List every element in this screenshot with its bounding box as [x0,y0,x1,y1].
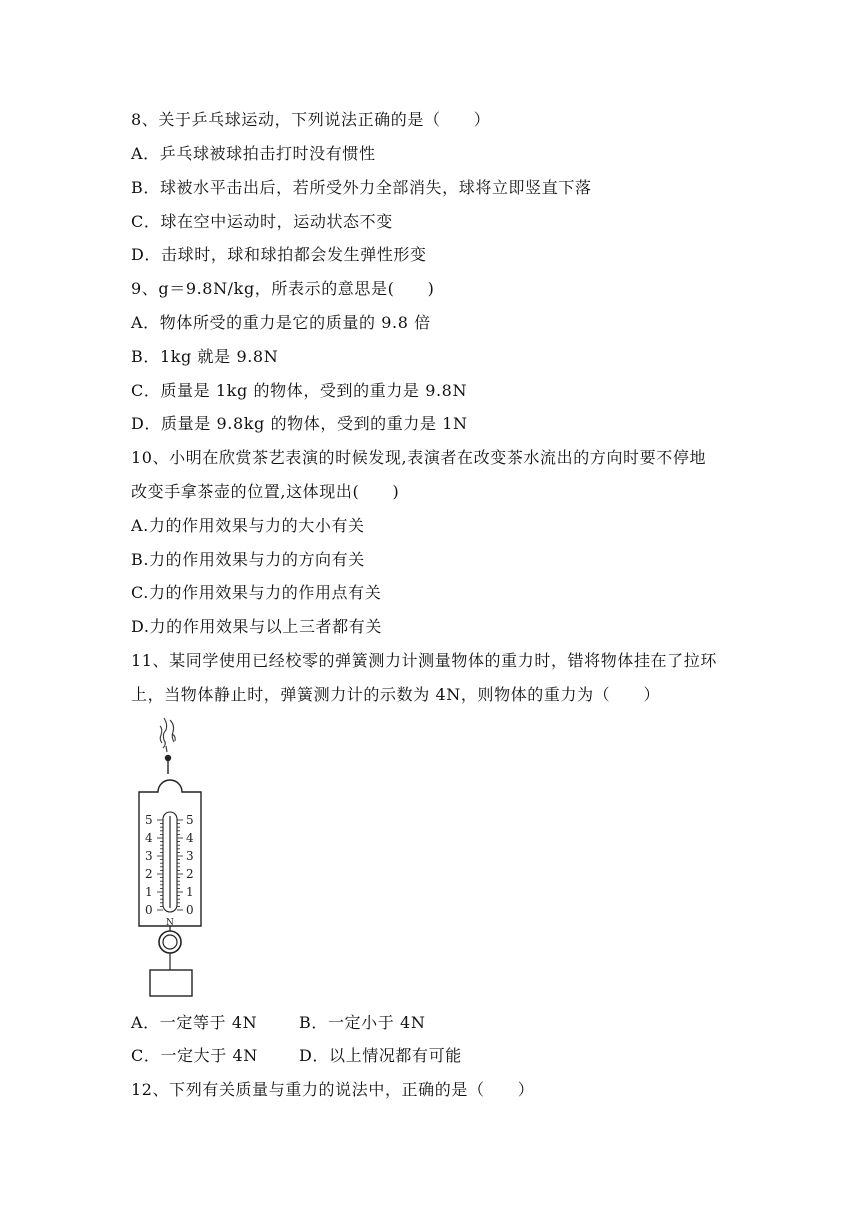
scale-label-left-3: 3 [145,849,153,863]
question-10-option-c: C.力的作用效果与力的作用点有关 [131,583,382,602]
scale-label-left-2: 2 [145,867,153,881]
question-11-stem-line1: 11、某同学使用已经校零的弹簧测力计测量物体的重力时，错将物体挂在了拉环 [131,651,717,670]
scale-label-right-0: 0 [186,903,194,917]
question-10-option-a: A.力的作用效果与力的大小有关 [131,516,365,535]
question-11-options-row-1 [131,1012,425,1034]
bottom-ring-inner [163,935,177,949]
question-11-stem-line2: 上，当物体静止时，弹簧测力计的示数为 4N，则物体的重力为（ ） [131,685,661,704]
question-11-option-a: A．一定等于 4N [131,1013,258,1032]
question-8-option-d: D．击球时，球和球拍都会发生弹性形变 [131,245,427,264]
hand-hook-icon [160,718,175,752]
question-10-option-d: D.力的作用效果与以上三者都有关 [131,617,382,636]
top-ring [165,755,171,761]
question-10-stem-line1: 10、小明在欣赏茶艺表演的时候发现,表演者在改变茶水流出的方向时要不停地 [131,448,707,467]
question-11-options-row-2 [131,1045,462,1067]
question-11-option-c: C．一定大于 4N [131,1046,258,1065]
scale-label-left-0: 0 [145,903,153,917]
question-9-option-d: D．质量是 9.8kg 的物体，受到的重力是 1N [131,414,468,433]
scale-label-right-4: 4 [186,831,194,845]
scale-label-right-2: 2 [186,867,194,881]
question-10-stem-line2: 改变手拿茶壶的位置,这体现出( ) [131,482,400,501]
question-8-stem: 8、关于乒乓球运动，下列说法正确的是（ ） [131,110,491,129]
scale-label-left-4: 4 [145,831,153,845]
scale-label-right-1: 1 [186,885,194,899]
question-8-option-b: B．球被水平击出后，若所受外力全部消失，球将立即竖直下落 [131,178,592,197]
question-9-option-a: A．物体所受的重力是它的质量的 9.8 倍 [131,313,431,332]
question-11-option-b: B．一定小于 4N [299,1013,426,1032]
scale-label-right-3: 3 [186,849,194,863]
spring-scale-figure [128,716,220,1002]
question-11-option-d: D．以上情况都有可能 [299,1046,462,1065]
weight-block [150,970,192,996]
question-8-option-a: A．乒乓球被球拍击打时没有惯性 [131,144,376,163]
question-9-stem: 9、g＝9.8N/kg，所表示的意思是( ) [131,279,435,298]
question-9-option-c: C．质量是 1kg 的物体，受到的重力是 9.8N [131,381,468,400]
question-8-option-c: C．球在空中运动时，运动状态不变 [131,212,393,231]
question-9-option-b: B．1kg 就是 9.8N [131,347,279,366]
scale-label-left-5: 5 [145,813,153,827]
scale-label-left-1: 1 [145,885,153,899]
question-12-stem: 12、下列有关质量与重力的说法中，正确的是（ ） [131,1080,535,1099]
scale-unit-label: N [166,918,174,928]
scale-label-right-5: 5 [186,813,194,827]
question-10-option-b: B.力的作用效果与力的方向有关 [131,550,365,569]
